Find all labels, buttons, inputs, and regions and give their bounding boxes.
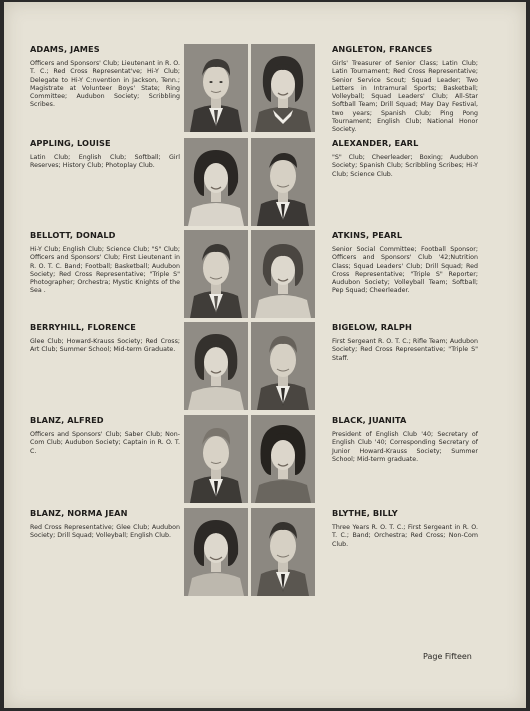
student-activities: President of English Club '40; Secretary of English Club '40; Corresponding Secretary of Junior Howard-Krauss Society; Summer School; Mid-term graduate. <box>332 431 478 463</box>
student-entry-appling-louise <box>30 138 180 171</box>
student-entry-angleton-frances <box>332 44 478 135</box>
student-entry-adams-james <box>30 44 180 110</box>
student-name: BLANZ, ALFRED <box>30 415 104 425</box>
student-entry-alexander-earl <box>332 138 478 179</box>
student-activities: Officers and Sponsors' Club; Saber Club; Non-Com Club; Audubon Society; Captain in R. O. T. C. <box>30 431 180 455</box>
student-entry-blanz-norma-jean <box>30 508 180 541</box>
portrait-atkins-pearl <box>251 230 315 318</box>
student-name: APPLING, LOUISE <box>30 138 111 148</box>
portrait-alexander-earl <box>251 138 315 226</box>
portrait-appling-louise <box>184 138 248 226</box>
student-activities: First Sergeant R. O. T. C.; Rifle Team; Audubon Society; Red Cross Representative; "Triple S" Staff. <box>332 338 478 362</box>
student-activities: Senior Social Committee; Football Sponsor; Officers and Sponsors' Club '42;Nutrition Class; Squad Leaders' Club; Drill Squad; Red Cross Representative; "Triple S" Reporter; Audubon Society; Volleyball Team; Softball; Pep Squad; Cheerleader. <box>332 246 478 295</box>
student-activities: Girls' Treasurer of Senior Class; Latin Club; Latin Tournament; Red Cross Representative; Senior Service Scout; Squad Leader; Two Letters in Intramural Sports; Basketball; Volleyball; Squad Leaders' Club; All-Star Softball Team; Drill Squad; May Day Festival, two years; Spanish Club; Ping Pong Tournament; English Club; National Honor Society. <box>332 60 478 134</box>
portrait-adams-james <box>184 44 248 132</box>
student-entry-berryhill-florence <box>30 322 180 355</box>
student-name: ALEXANDER, EARL <box>332 138 419 148</box>
student-entry-atkins-pearl <box>332 230 478 296</box>
student-activities: Hi-Y Club; English Club; Science Club; "S" Club; Officers and Sponsors' Club; First Lieutenant in R. O. T. C. Band; Football; Basketball; Audubon Society; Red Cross Representative; "Triple S" Photographer; Orchestra; Mystic Knights of the Sea . <box>30 246 180 295</box>
student-activities: Officers and Sponsors' Club; Lieutenant in R. O. T. C.; Red Cross Representat've; Hi-Y Club; Delegate to Hi-Y C:nvention in Jackson, Tenn.; Magistrate at Volunteer Boys' State; Ring Committee; Audubon Society; Scribbling Scribes. <box>30 60 180 109</box>
student-entry-bigelow-ralph <box>332 322 478 363</box>
student-activities: "S" Club; Cheerleader; Boxing; Audubon Society; Spanish Club; Scribbling Scribes; Hi-Y Club; Science Club. <box>332 154 478 178</box>
student-entry-bellott-donald <box>30 230 180 296</box>
student-name: ADAMS, JAMES <box>30 44 100 54</box>
portrait-bigelow-ralph <box>251 322 315 410</box>
student-entry-blythe-billy <box>332 508 478 549</box>
student-activities: Latin Club; English Club; Softball; Girl Reserves; History Club; Photoplay Club. <box>30 154 180 170</box>
student-activities: Glee Club; Howard-Krauss Society; Red Cross; Art Club; Summer School; Mid-term Graduate. <box>30 338 180 354</box>
student-activities: Three Years R. O. T. C.; First Sergeant in R. O. T. C.; Band; Orchestra; Red Cross; Non-Com Club. <box>332 524 478 548</box>
student-name: BLYTHE, BILLY <box>332 508 398 518</box>
portrait-blanz-alfred <box>184 415 248 503</box>
portrait-bellott-donald <box>184 230 248 318</box>
student-name: BLACK, JUANITA <box>332 415 407 425</box>
student-activities: Red Cross Representative; Glee Club; Audubon Society; Drill Squad; Volleyball; English Club. <box>30 524 180 540</box>
student-entry-blanz-alfred <box>30 415 180 456</box>
portrait-blanz-norma-jean <box>184 508 248 596</box>
student-entry-black-juanita <box>332 415 478 464</box>
student-name: BERRYHILL, FLORENCE <box>30 322 136 332</box>
student-name: BIGELOW, RALPH <box>332 322 412 332</box>
student-name: ANGLETON, FRANCES <box>332 44 433 54</box>
yearbook-page <box>4 2 526 708</box>
portrait-angleton-frances <box>251 44 315 132</box>
student-name: BLANZ, NORMA JEAN <box>30 508 128 518</box>
page-number: Page Fifteen <box>423 652 472 661</box>
portrait-blythe-billy <box>251 508 315 596</box>
student-name: ATKINS, PEARL <box>332 230 403 240</box>
portrait-berryhill-florence <box>184 322 248 410</box>
student-name: BELLOTT, DONALD <box>30 230 116 240</box>
portrait-black-juanita <box>251 415 315 503</box>
